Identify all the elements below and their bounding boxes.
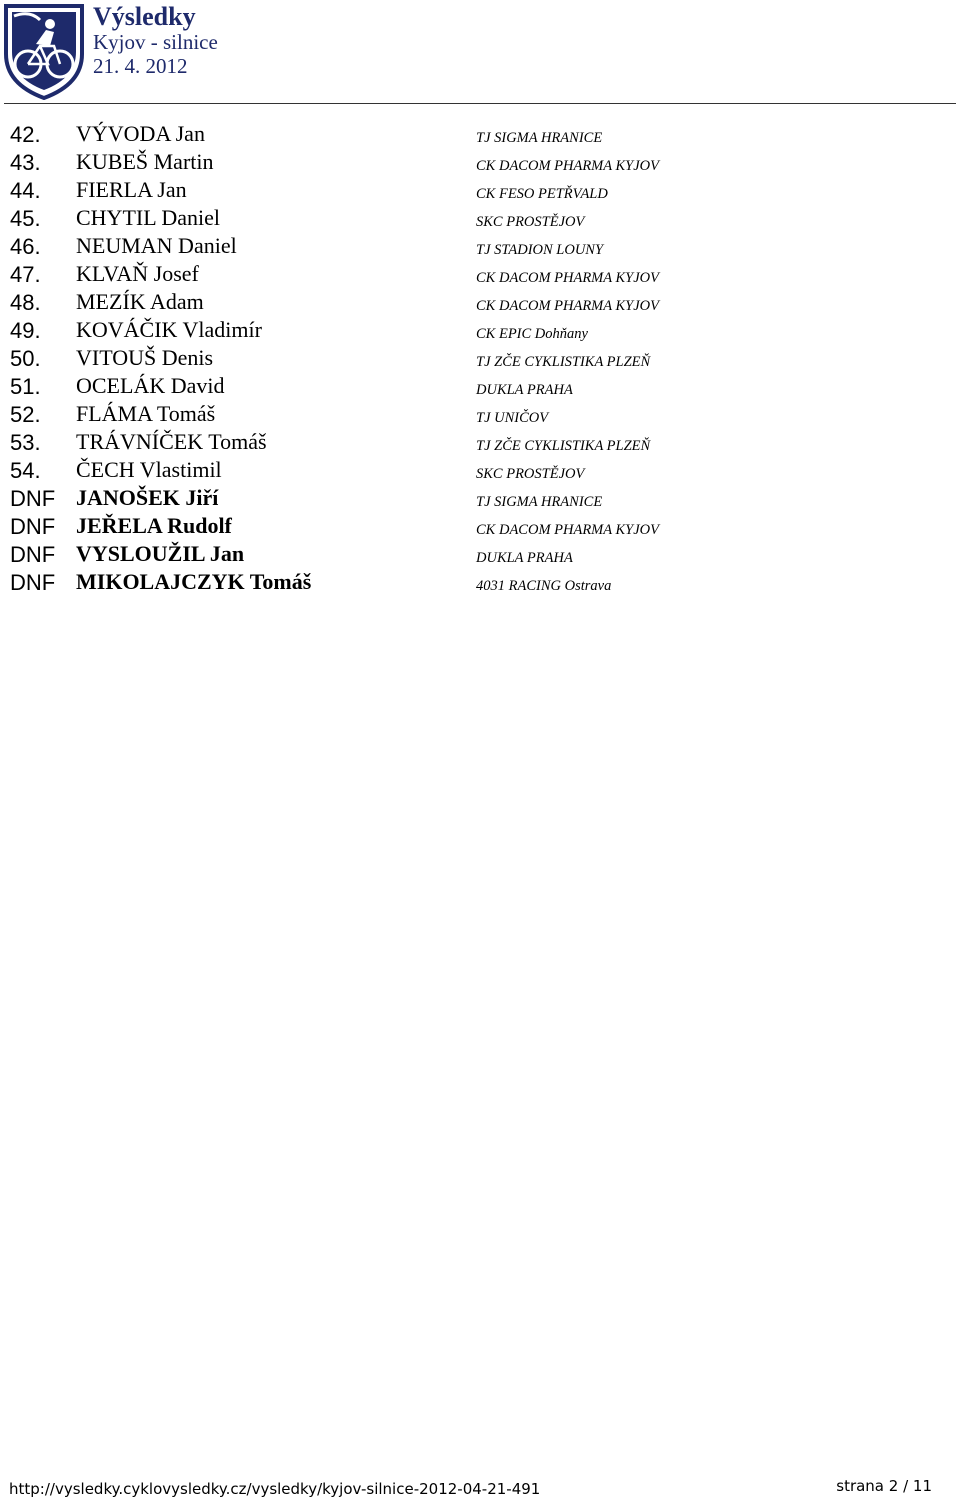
rider-name: VYSLOUŽIL Jan <box>76 541 245 566</box>
page-header <box>0 0 960 104</box>
results-list <box>0 120 960 596</box>
document-title: Výsledky <box>93 2 196 31</box>
result-row-dnf <box>0 512 960 540</box>
rider-club: TJ UNIČOV <box>476 410 549 426</box>
result-position: 45. <box>10 206 41 231</box>
rider-club: TJ SIGMA HRANICE <box>476 130 603 146</box>
result-position: 49. <box>10 318 41 343</box>
result-row <box>0 148 960 176</box>
result-position: 54. <box>10 458 41 483</box>
result-row <box>0 204 960 232</box>
rider-name: JEŘELA Rudolf <box>76 513 232 538</box>
result-position: DNF <box>10 486 56 511</box>
result-position: 46. <box>10 234 41 259</box>
rider-name: JANOŠEK Jiří <box>76 485 219 510</box>
result-position: 51. <box>10 374 41 399</box>
header-title-block <box>93 4 218 78</box>
rider-club: TJ ZČE CYKLISTIKA PLZEŇ <box>476 354 651 370</box>
result-row <box>0 344 960 372</box>
rider-name: OCELÁK David <box>76 373 225 398</box>
result-row-dnf <box>0 484 960 512</box>
result-row <box>0 316 960 344</box>
result-row <box>0 120 960 148</box>
rider-name: MIKOLAJCZYK Tomáš <box>76 569 312 594</box>
result-position: 48. <box>10 290 41 315</box>
rider-name: KOVÁČIK Vladimír <box>76 317 262 342</box>
rider-club: CK DACOM PHARMA KYJOV <box>476 522 659 538</box>
result-position: 42. <box>10 122 41 147</box>
result-position: DNF <box>10 542 56 567</box>
rider-club: TJ ZČE CYKLISTIKA PLZEŇ <box>476 438 651 454</box>
result-row <box>0 428 960 456</box>
rider-name: VITOUŠ Denis <box>76 345 214 370</box>
event-name: Kyjov - silnice <box>93 30 218 54</box>
rider-name: KUBEŠ Martin <box>76 149 214 174</box>
page-number: strana 2 / 11 <box>836 1477 932 1495</box>
result-row <box>0 372 960 400</box>
rider-name: CHYTIL Daniel <box>76 205 220 230</box>
result-row <box>0 232 960 260</box>
rider-club: CK DACOM PHARMA KYJOV <box>476 158 659 174</box>
rider-name: NEUMAN Daniel <box>76 233 237 258</box>
event-date: 21. 4. 2012 <box>93 54 188 78</box>
result-position: 44. <box>10 178 41 203</box>
result-position: 47. <box>10 262 41 287</box>
rider-club: 4031 RACING Ostrava <box>476 578 612 594</box>
rider-name: FIERLA Jan <box>76 177 187 202</box>
result-row <box>0 400 960 428</box>
result-position: DNF <box>10 514 56 539</box>
result-row <box>0 176 960 204</box>
rider-club: SKC PROSTĚJOV <box>476 214 585 230</box>
rider-club: TJ SIGMA HRANICE <box>476 494 603 510</box>
result-position: 52. <box>10 402 41 427</box>
rider-club: TJ STADION LOUNY <box>476 242 604 258</box>
rider-club: DUKLA PRAHA <box>476 550 573 566</box>
result-position: DNF <box>10 570 56 595</box>
result-row <box>0 260 960 288</box>
result-row <box>0 456 960 484</box>
result-row-dnf <box>0 568 960 596</box>
cyclist-shield-logo-icon <box>2 2 86 100</box>
rider-club: DUKLA PRAHA <box>476 382 573 398</box>
rider-name: KLVAŇ Josef <box>76 261 199 286</box>
rider-club: CK EPIC Dohňany <box>476 326 588 342</box>
rider-club: CK DACOM PHARMA KYJOV <box>476 270 659 286</box>
result-row <box>0 288 960 316</box>
result-position: 50. <box>10 346 41 371</box>
rider-club: CK DACOM PHARMA KYJOV <box>476 298 659 314</box>
rider-name: ČECH Vlastimil <box>76 457 222 482</box>
rider-name: TRÁVNÍČEK Tomáš <box>76 429 267 454</box>
rider-club: SKC PROSTĚJOV <box>476 466 585 482</box>
header-divider <box>4 103 956 104</box>
rider-club: CK FESO PETŘVALD <box>476 186 608 202</box>
rider-name: MEZÍK Adam <box>76 289 204 314</box>
rider-name: FLÁMA Tomáš <box>76 401 216 426</box>
result-row-dnf <box>0 540 960 568</box>
result-position: 53. <box>10 430 41 455</box>
rider-name: VÝVODA Jan <box>76 121 205 146</box>
result-position: 43. <box>10 150 41 175</box>
footer-url: http://vysledky.cyklovysledky.cz/vysledky/kyjov-silnice-2012-04-21-491 <box>9 1480 541 1498</box>
